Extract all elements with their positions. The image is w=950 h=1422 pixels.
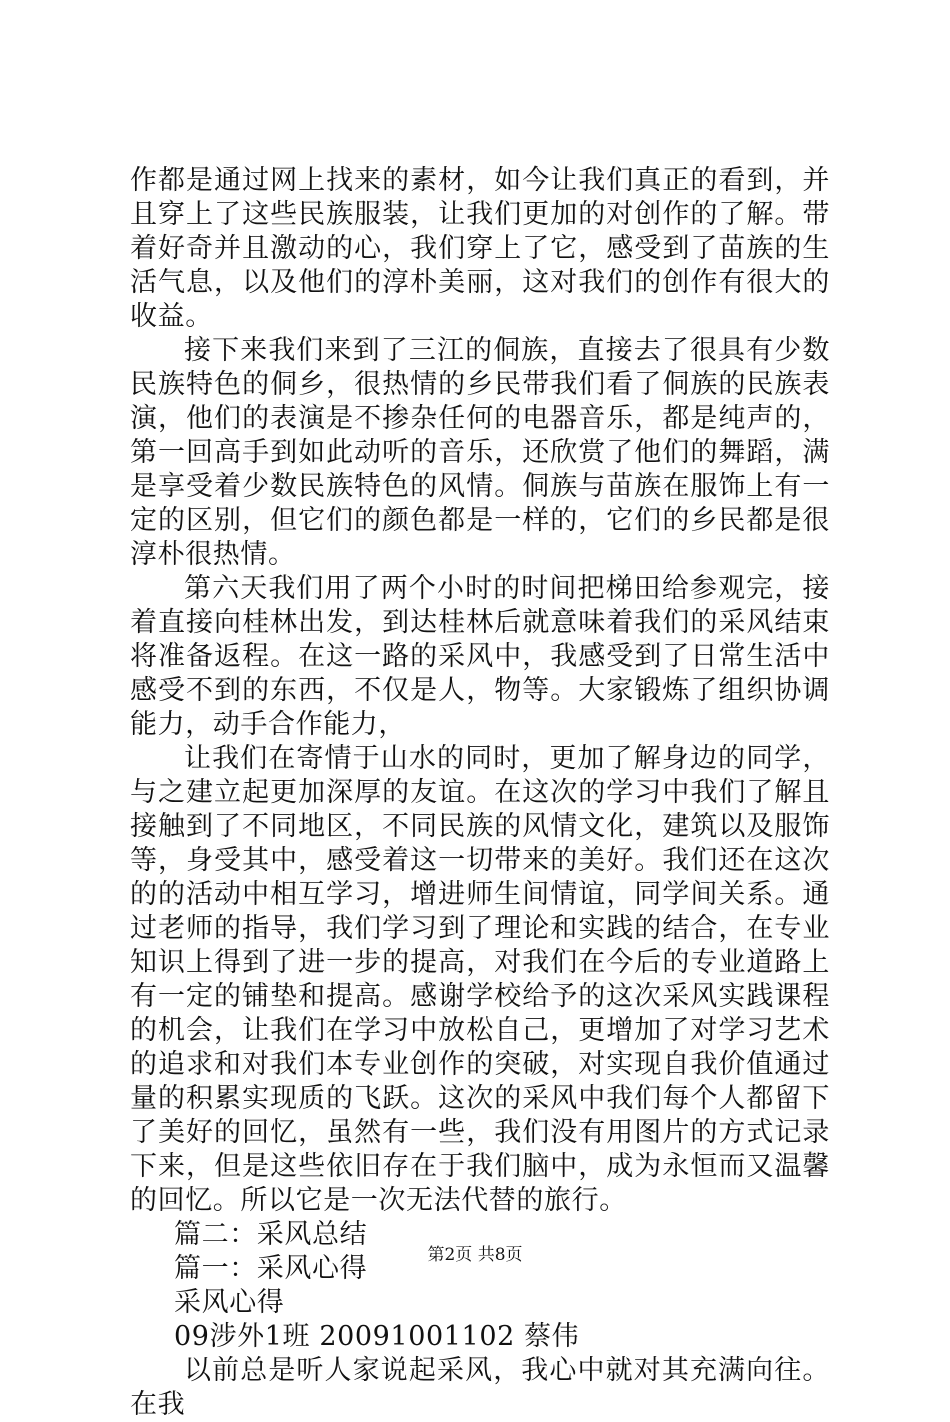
paragraph-2: 接下来我们来到了三江的侗族，直接去了很具有少数民族特色的侗乡，很热情的乡民带我们看了侗族的民族表演，他们的表演是不掺杂任何的电器音乐，都是纯声的，第一回高手到如此动听的音乐，还欣赏了他们的舞蹈，满是享受着少数民族特色的风情。侗族与苗族在服饰上有一定的区别，但它们的颜色都是一样的，它们的乡民都是很淳朴很热情。 — [130, 335, 830, 570]
paragraph-4: 让我们在寄情于山水的同时，更加了解身边的同学，与之建立起更加深厚的友谊。在这次的学习中我们了解且接触到了不同地区，不同民族的风情文化，建筑以及服饰等，身受其中，感受着这一切带来的美好。我们还在这次的的活动中相互学习，增进师生间情谊，同学间关系。通过老师的指导，我们学习到了理论和实践的结合，在专业知识上得到了进一步的提高，对我们在今后的专业道路上有一定的铺垫和提高。感谢学校给予的这次采风实践课程的机会，让我们在学习中放松自己，更增加了对学习艺术的追求和对我们本专业创作的突破，对实现自我价值通过量的积累实现质的飞跃。这次的采风中我们每个人都留下了美好的回忆，虽然有一些，我们没有用图片的方式记录下来，但是这些依旧存在于我们脑中，成为永恒而又温馨的回忆。所以它是一次无法代替的旅行。 — [130, 743, 830, 1216]
document-body — [130, 164, 830, 1422]
page-number: 第2页 共8页 — [427, 1245, 523, 1265]
article-title: 采风心得 — [174, 1287, 285, 1318]
paragraph-1: 作都是通过网上找来的素材，如今让我们真正的看到，并且穿上了这些民族服装，让我们更加的对创作的了解。带着好奇并且激动的心，我们穿上了它，感受到了苗族的生活气息，以及他们的淳朴美丽，这对我们的创作有很大的收益。 — [130, 165, 830, 332]
section-heading-part-one: 篇一：采风心得 — [174, 1253, 368, 1284]
page-footer — [0, 1244, 950, 1266]
section-heading-part-two: 篇二：采风总结 — [174, 1219, 368, 1250]
paragraph-5: 以前总是听人家说起采风，我心中就对其充满向往。在我 — [130, 1355, 830, 1420]
author-line: 09涉外1班 20091001102 蔡伟 — [174, 1321, 580, 1352]
paragraph-3: 第六天我们用了两个小时的时间把梯田给参观完，接着直接向桂林出发，到达桂林后就意味着我们的采风结束将准备返程。在这一路的采风中，我感受到了日常生活中感受不到的东西，不仅是人，物等。大家锻炼了组织协调能力，动手合作能力， — [130, 573, 830, 740]
